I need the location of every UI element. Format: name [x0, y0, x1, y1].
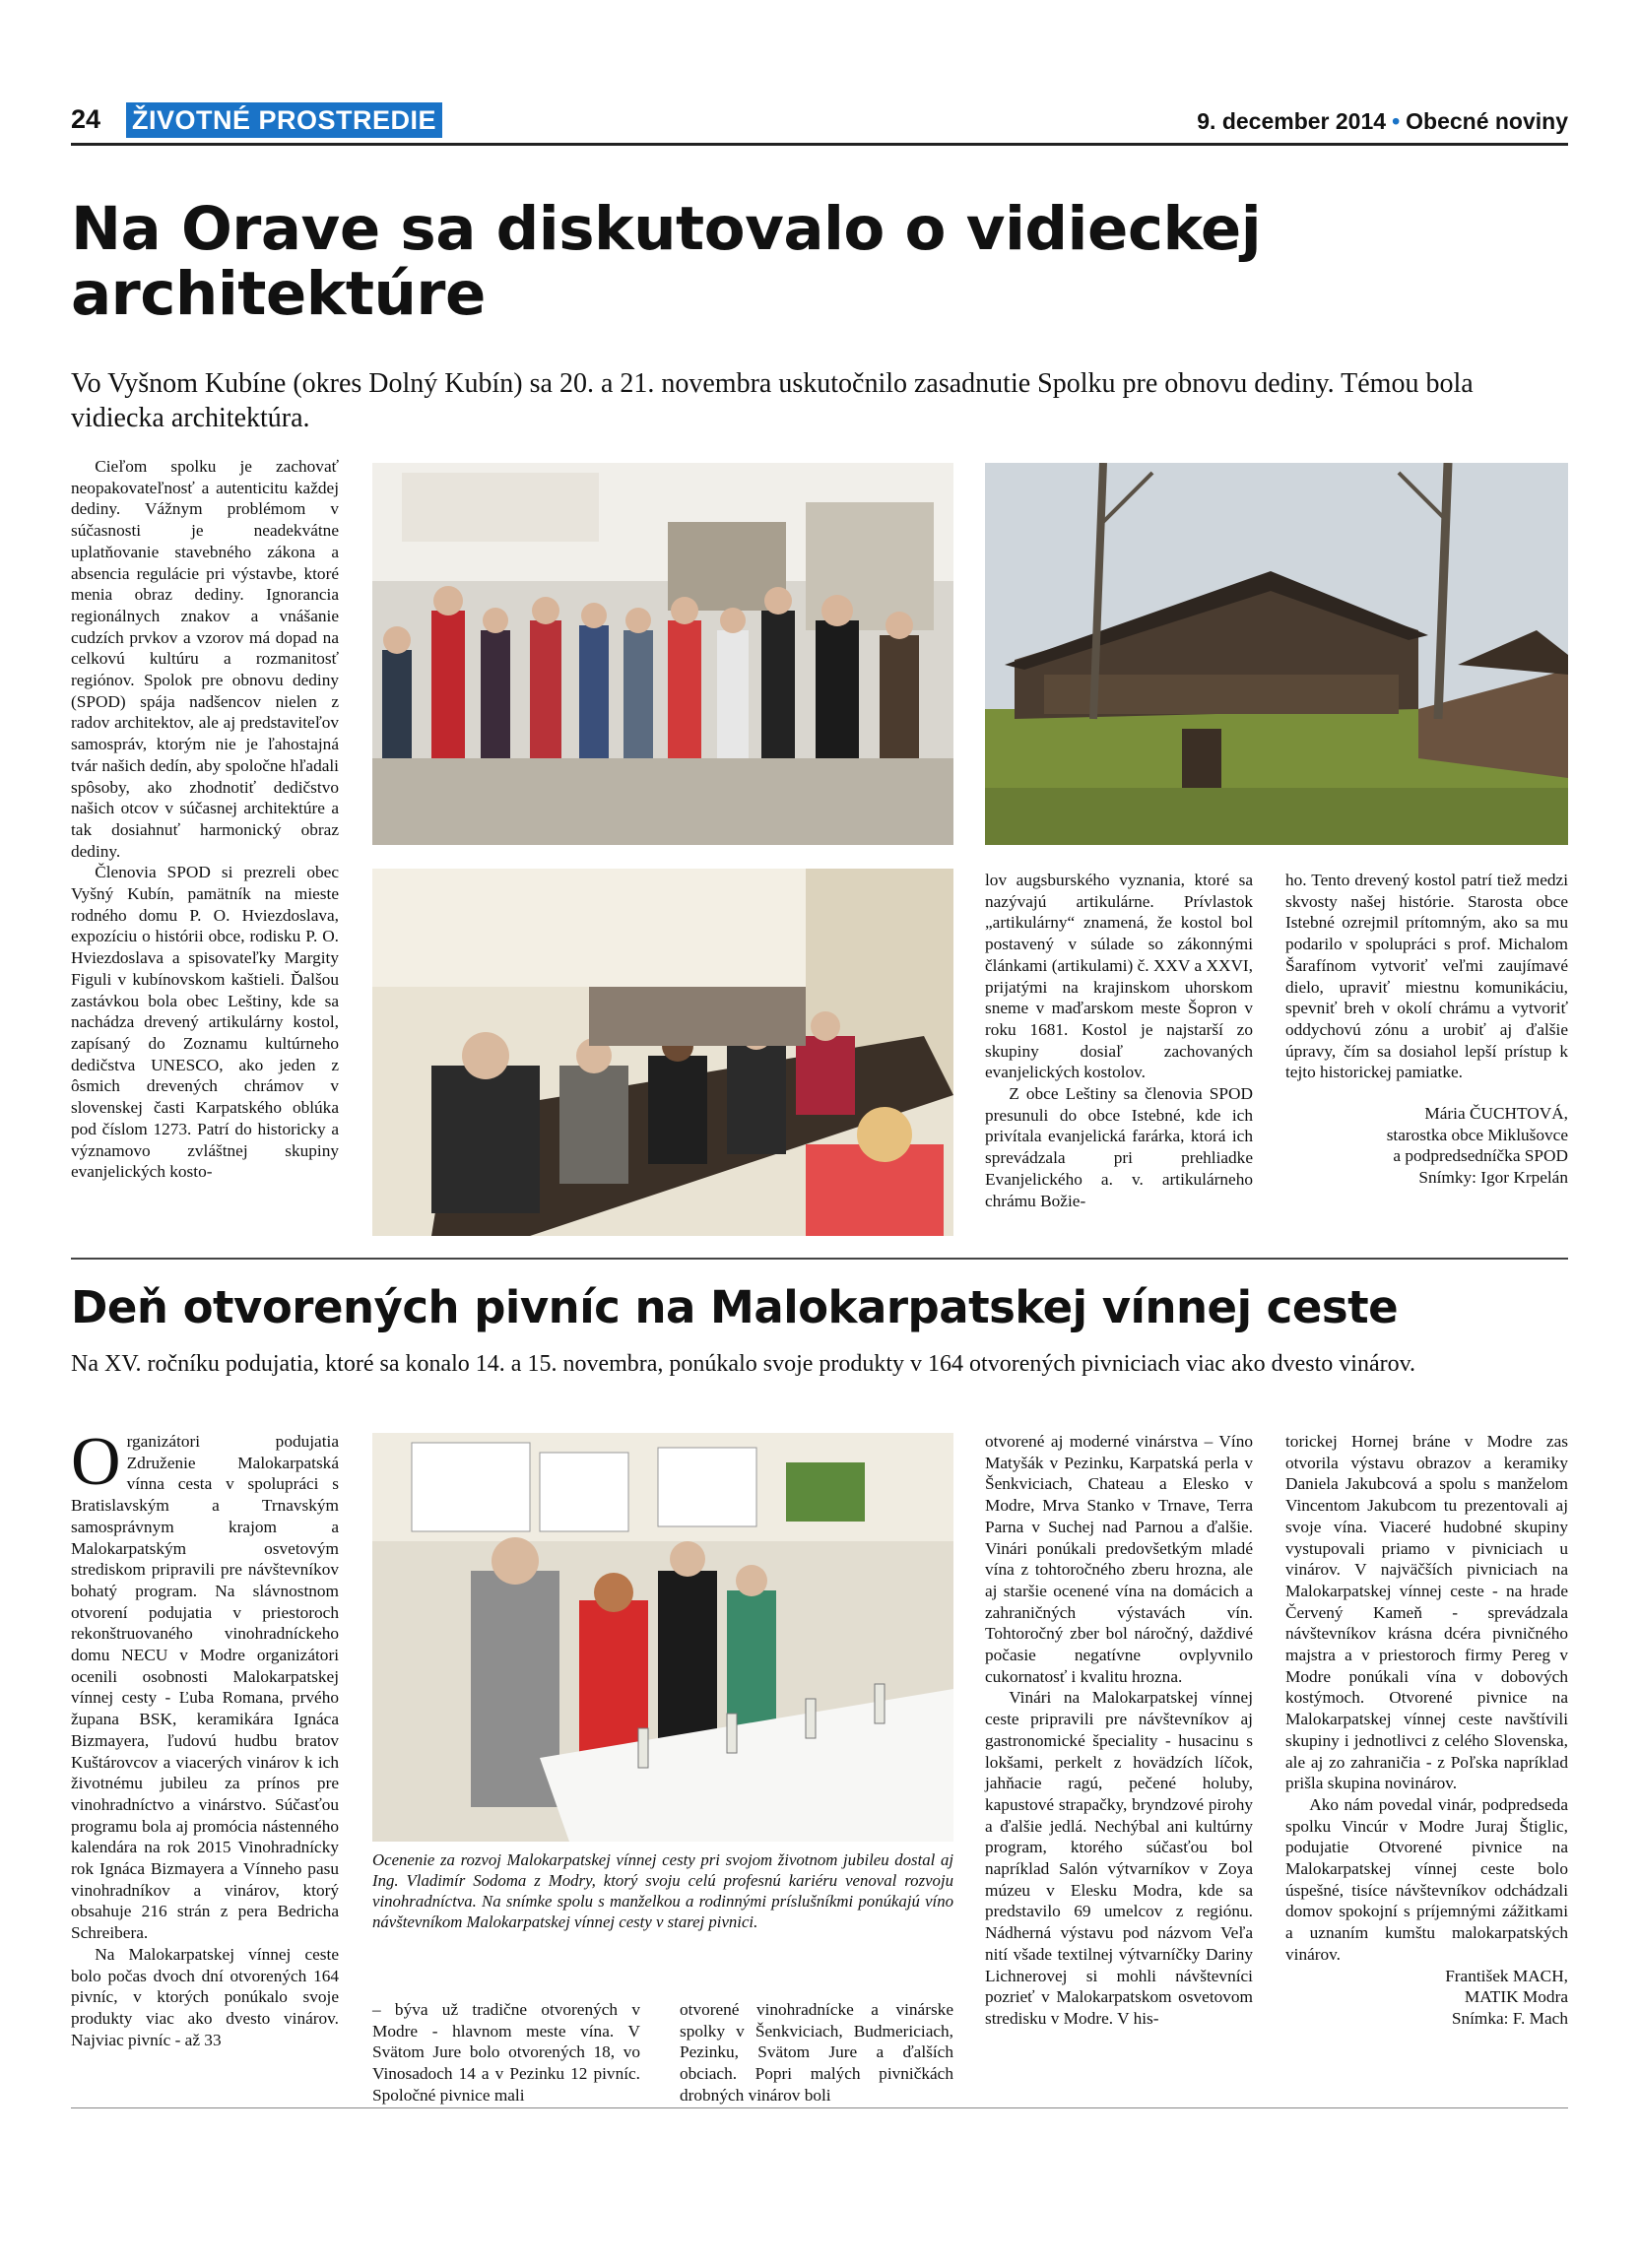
article1-paragraph: Cieľom spolku je zachovať neopakovateľnosť a autenticitu každej dediny. Vážnym problémom v súčasnosti je neadekvátne uplatňovanie stavebného zákona a absencia regulácie pri výstavbe, ktoré menia obraz dediny. Ignorancia regionálnych znakov a vnášanie cudzích prvkov a vzorov má dopad na celkovú kultúru a rozmanitosť regiónov. Spolok pre obnovu dediny (SPOD) spája nadšencov nielen z radov architektov, ale aj predstaviteľov samospráv, ktorým nie je ľahostajná tvár našich dedín, aby spoločne hľadali spôsoby, ako zhodnotiť dedičstvo našich otcov v súčasnej architektúre a tak dosiahnuť harmonický obraz dediny. — [71, 457, 339, 861]
article2-paragraph: Na Malokarpatskej vínnej ceste bolo počas dvoch dní otvorených 164 pivníc, v ktorých ponúkalo svoje produkty viac ako dvesto vinárov. Najviac pivníc - až 33 — [71, 1944, 339, 2049]
dateline — [1197, 108, 1568, 135]
photo-museum-group — [372, 463, 953, 845]
article2-paragraph: Vinári na Malokarpatskej vínnej ceste pripravili pre návštevníkov aj gastronomické špeciality - husacinu s lokšami, perkelt z hovädzích líčok, jahňacie ragú, pečené holuby, kapustové strapačky, bryndzové pirohy a ďalšie jedlá. Nechýbal ani kultúrny program, ktorého súčasťou bol napríklad Salón výtvarníkov v Zoya múzeu v Elesku Modra, kde sa predstavilo 69 umelcov z regiónu. Nádherná výstavu pod názvom Veľa nití všade textilnej výtvarníčky Dariny Lichnerovej si mohli návštevníci pozrieť v Malokarpatskom osvetovom stredisku v Modre. V his- — [985, 1688, 1253, 2028]
article1-author: Mária ČUCHTOVÁ, — [1424, 1104, 1568, 1124]
article2-paragraph: otvorené aj moderné vinárstva – Víno Matyšák v Pezinku, Karpatská perla v Šenkviciach, Chateau a Elesko v Modre, Mrva Stanko v Trnave, Terra Parna v Suchej nad Parnou a ďalšie. Vinári ponúkali predovšetkým mladé vína z tohtoročného zberu hrozna, ale aj staršie ocenené vína na domácich a zahraničných výstavách vín. Tohtoročný zber bol náročný, daždivé počasie negatívne ovplyvnilo cukornatosť i kvalitu hrozna. — [985, 1432, 1253, 1686]
article2-column-5 — [1285, 1431, 1568, 2030]
article2-paragraph: otvorené vinohradnícke a vinárske spolky v Šenkviciach, Budmericiach, Pezinku, Svätom Jure a ďalších obciach. Popri malých pivničkách drobných vinárov boli — [680, 2000, 953, 2105]
article1-author-role: a podpredsedníčka SPOD — [1393, 1146, 1568, 1166]
article2-lead: Na XV. ročníku podujatia, ktoré sa konalo 14. a 15. novembra, ponúkalo svoje produkty v 164 otvorených pivniciach viac ako dvesto vinárov. — [71, 1351, 1416, 1377]
section-label: ŽIVOTNÉ PROSTREDIE — [126, 102, 442, 138]
article1-paragraph: lov augsburského vyznania, ktoré sa nazývajú artikulárne. Prívlastok „artikulárny“ znamená, že kostol bol postavený v súlade so zákonnými článkami (artikulami) č. XXV a XXVI, prijatými na krajinskom uhorskom sneme v maďarskom meste Šopron v roku 1681. Kostol je najstarší zo skupiny dosiaľ zachovaných evanjelických kostolov. — [985, 871, 1253, 1082]
article2-paragraph: – býva už tradične otvorených v Modre - hlavnom meste vína. V Svätom Jure bolo otvorených 18, vo Vinosadoch 14 a v Pezinku 12 pivníc. Spoločné pivnice mali — [372, 2000, 640, 2105]
article2-column-1 — [71, 1424, 339, 2050]
article2-column-4 — [985, 1431, 1253, 2030]
bottom-rule — [71, 2107, 1568, 2108]
article2-title: Deň otvorených pivníc na Malokarpatskej vínnej ceste — [71, 1281, 1399, 1333]
article1-paragraph: Z obce Leštiny sa členovia SPOD presunuli do obce Istebné, kde ich privítala evanjelická farárka, ktorá ich sprevádzala pri prehliadke Evanjelického a. v. artikulárneho chrámu Božie- — [985, 1084, 1253, 1210]
photo-meeting-tables — [372, 869, 953, 1236]
article-divider — [71, 1258, 1568, 1260]
article2-author-org: MATIK Modra — [1464, 1987, 1568, 2007]
article1-paragraph: ho. Tento drevený kostol patrí tiež medzi skvosty našej histórie. Starosta obce Istebné ozrejmil prítomným, ako sa mu podarilo v spolupráci s prof. Michalom Šarafínom vytvoriť veľmi zaujímavé dielo, upraviť miestnu komunikáciu, spevniť breh v okolí chrámu a vytvoriť oddychovú zónu a urobiť aj ďalšie úpravy, čím sa dosiahol lepší prístup k tejto historickej pamiatke. — [1285, 871, 1568, 1082]
article1-lead: Vo Vyšnom Kubíne (okres Dolný Kubín) sa 20. a 21. novembra uskutočnilo zasadnutie Spolku pre obnovu dediny. Témou bola vidiecka architektúra. — [71, 368, 1474, 433]
article1-column-1 — [71, 456, 339, 1183]
page-header — [71, 102, 1568, 146]
article1-column-4 — [1285, 870, 1568, 1189]
article2-paragraph: torickej Hornej bráne v Modre zas otvorila výstavu obrazov a keramiky Daniela Jakubcová a spolu s manželom Vincentom Jakubcom tu prezentovali aj svoje vína. Viaceré hudobné skupiny vystupovali priamo v pivniciach u vinárov. V najväčších pivniciach na Malokarpatskej vínnej ceste - na hrade Červený Kameň - sprevádzala návštevníkov krásna dcéra pivničného majstra a v priestoroch firmy Pereg v Modre ponúkali vína v dobových kostýmoch. Otvorené pivnice na Malokarpatskej vínnej ceste navštívili skupiny i jednotlivci z celého Slovenska, ale aj zo zahraničia - z Poľska napríklad prišla skupina novinárov. — [1285, 1432, 1568, 1793]
article2-column-2 — [372, 1999, 640, 2106]
page-number: 24 — [71, 104, 101, 134]
article2-paragraph: rganizátori podujatia Združenie Malokarpatská vínna cesta v spolupráci s Bratislavským a Trnavským samosprávnym krajom a Malokarpatským osvetovým strediskom pripravili pre návštevníkov bohatý program. Na slávnostnom otvorení podujatia v priestoroch rekonštruovaného vinohradníckeho domu NECU v Modre organizátori ocenili osobnosti Malokarpatskej vínnej cesty - Ľuba Romana, prvého župana BSK, keramikára Ignáca Bizmayera, ľudovú hudbu bratov Kuštárovcov a viacerých vinárov k ich životnému jubileu za prínos pre vinohradníctvo a vinárstvo. Súčasťou programu bola aj promócia nástenného kalendára na rok 2015 Vinohradnícky rok Ignáca Bizmayera a Vínneho pasu vinohradníkov a vinárov, ktorý obsahuje 216 strán z pera Bedricha Schreibera. — [71, 1432, 339, 1943]
article2-author: František MACH, — [1445, 1966, 1568, 1985]
photo-wine-awardees — [372, 1433, 953, 1842]
article1-photo-credit: Snímky: Igor Krpelán — [1418, 1168, 1568, 1188]
article1-title: Na Orave sa diskutovalo o vidieckej architektúre — [71, 194, 1262, 329]
article1-author-role: starostka obce Miklušovce — [1386, 1125, 1568, 1144]
photo-caption: Ocenenie za rozvoj Malokarpatskej vínnej cesty pri svojom životnom jubileu dostal aj Ing. Vladimír Sodoma z Modry, ktorý svoju celú profesnú kariéru venoval rozvoju vinohradníctva. Na snímke spolu s manželkou a rodinnými príslušníkmi ponúkajú víno návštevníkom Malokarpatskej vínnej cesty v starej pivnici. — [372, 1850, 953, 1931]
issue-date: 9. december 2014 — [1197, 108, 1387, 134]
separator-dot: • — [1392, 108, 1401, 134]
article1-paragraph: Členovia SPOD si prezreli obec Vyšný Kubín, pamätník na mieste rodného domu P. O. Hviezdoslava, expozíciu o histórii obce, rodisku P. O. Hviezdoslava a spisovateľky Margity Figuli v kubínovskom kaštieli. Ďalšou zastávkou bola obec Leštiny, kde sa nachádza drevený artikulárny kostol, zapísaný do Zoznamu kultúrneho dedičstva UNESCO, ako jeden z ôsmich drevených chrámov v slovenskej časti Karpatského oblúka pod číslom 1273. Patrí do historicky a významovo zvláštnej skupiny evanjelických kosto- — [71, 863, 339, 1182]
article2-signature — [1285, 1966, 1568, 2030]
photo-wooden-church — [985, 463, 1568, 845]
article2-column-3 — [680, 1999, 953, 2106]
article2-paragraph: Ako nám povedal vinár, podpredseda spolku Vincúr v Modre Juraj Štiglic, podujatie Otvorené pivnice na Malokarpatskej vínnej ceste bolo úspešné, tisíce návštevníkov odchádzali domov spokojní s príjemnými zážitkami a uznaním kumštu malokarpatských vinárov. — [1285, 1794, 1568, 1964]
publication-name: Obecné noviny — [1406, 108, 1568, 134]
article1-signature — [1285, 1103, 1568, 1189]
article1-column-3 — [985, 870, 1253, 1211]
article2-photo-credit: Snímka: F. Mach — [1451, 2008, 1568, 2028]
article2-dropcap: O — [71, 1424, 121, 1500]
